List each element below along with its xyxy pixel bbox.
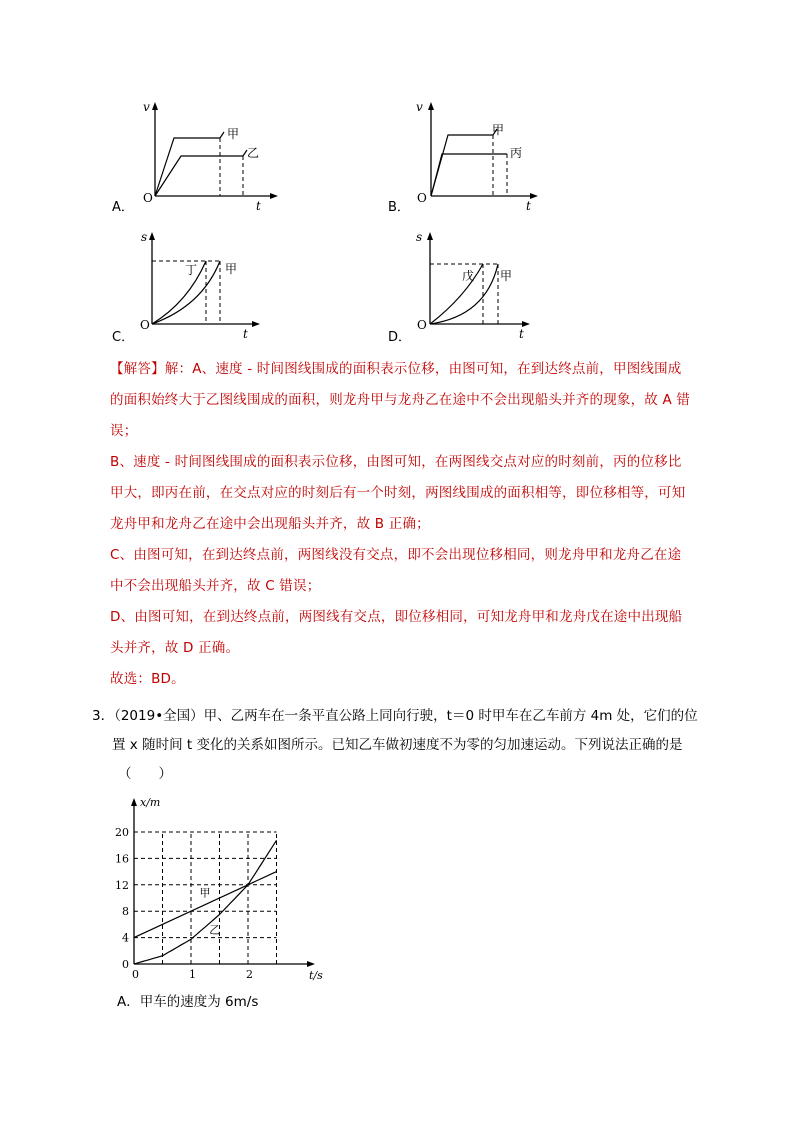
option-graph-d (386, 226, 566, 346)
curve-jia-label: 甲 (225, 262, 238, 276)
option-graph-b (386, 96, 566, 216)
series-label-jia: 甲 (199, 886, 211, 900)
xt-chart (112, 794, 342, 984)
series-label-yi: 乙 (209, 923, 221, 937)
solution-line-10: 头并齐，故 D 正确。 (110, 640, 240, 656)
x-tick-label: 1 (189, 968, 196, 981)
t-axis-label: t (256, 199, 261, 213)
y-tick-label: 12 (115, 878, 129, 892)
t-axis-label: t (526, 199, 531, 213)
x-tick-label: 0 (132, 968, 139, 981)
curve-ding (152, 261, 206, 324)
y-tick-label: 20 (115, 826, 129, 839)
curve-ding-label: 丁 (185, 263, 198, 277)
origin-label: O (140, 318, 150, 332)
s-axis-label: s (141, 230, 148, 244)
solution-line-11: 故选：BD。 (110, 671, 185, 687)
option-b-label: B． (388, 200, 410, 215)
curve-yi (155, 150, 247, 196)
option-c-label: C． (112, 330, 135, 345)
solution-block (110, 354, 710, 695)
curve-jia-label: 甲 (492, 123, 505, 137)
v-axis-label: v (143, 100, 150, 114)
t-axis-label: t (519, 327, 524, 341)
question-3 (92, 702, 712, 789)
xt-chart-svg (112, 794, 342, 984)
solution-line-1: 【解答】解：A、速度 - 时间图线围成的面积表示位移，由图可知，在到达终点前，甲图线围成 (110, 361, 682, 377)
x-tick-label: 2 (246, 968, 253, 981)
curve-jia-label: 甲 (227, 127, 240, 141)
curve-jia (155, 132, 224, 196)
question-line-1: 3．（2019•全国）甲、乙两车在一条平直公路上同向行驶，t＝0 时甲车在乙车前方 4m 处，它们的位 (92, 708, 698, 724)
question-line-3: （ ） (118, 766, 172, 782)
curve-bing-label: 丙 (510, 146, 523, 160)
curve-jia (431, 129, 497, 196)
y-tick-label: 4 (122, 931, 129, 945)
option-graph-a (110, 96, 290, 216)
solution-line-3: 误； (110, 423, 138, 439)
y-tick-label: 8 (122, 905, 129, 919)
solution-line-7: C、由图可知，在到达终点前，两图线没有交点，即不会出现位移相同，则龙舟甲和龙舟乙在途 (110, 547, 682, 563)
solution-line-5: 甲大，即丙在前，在交点对应的时刻后有一个时刻，两图线围成的面积相等，即位移相等，可知 (110, 485, 686, 501)
v-axis-label: v (416, 100, 423, 114)
y-tick-label: 0 (122, 958, 129, 971)
solution-tag: 【解答】 (110, 361, 165, 377)
question-line-2: 置 x 随时间 t 变化的关系如图所示。已知乙车做初速度不为零的匀加速运动。下列说法正确的是 (112, 737, 683, 753)
curve-wu-label: 戊 (462, 269, 475, 283)
solution-line-8: 中不会出现船头并齐，故 C 错误； (110, 578, 321, 594)
solution-line-9: D、由图可知，在到达终点前，两图线有交点，即位移相同，可知龙舟甲和龙舟戊在途中出现船 (110, 609, 683, 625)
option-a-label: A． (112, 200, 134, 215)
solution-line-6: 龙舟甲和龙舟乙在途中会出现船头并齐，故 B 正确； (110, 516, 430, 532)
y-tick-label: 16 (115, 852, 129, 866)
solution-line-4: B、速度 - 时间图线围成的面积表示位移，由图可知，在两图线交点对应的时刻前，丙的位移比 (110, 454, 682, 470)
t-axis-label: t (243, 327, 248, 341)
s-axis-label: s (416, 230, 423, 244)
curve-bing (431, 154, 507, 196)
solution-line-2: 的面积始终大于乙图线围成的面积，则龙舟甲与龙舟乙在途中不会出现船头并齐的现象，故 A 错 (110, 392, 691, 408)
option-d-label: D． (388, 330, 412, 345)
option-a-text: A．甲车的速度为 6m/s (117, 994, 259, 1010)
y-axis-label: x/m (140, 796, 161, 809)
option-graph-c (110, 226, 290, 346)
curve-jia-label: 甲 (500, 269, 513, 283)
origin-label: O (417, 318, 427, 332)
curve-yi-label: 乙 (247, 146, 260, 160)
origin-label: O (417, 191, 427, 205)
origin-label: O (143, 191, 153, 205)
curve-jia (430, 264, 483, 324)
x-axis-label: t/s (309, 969, 323, 982)
